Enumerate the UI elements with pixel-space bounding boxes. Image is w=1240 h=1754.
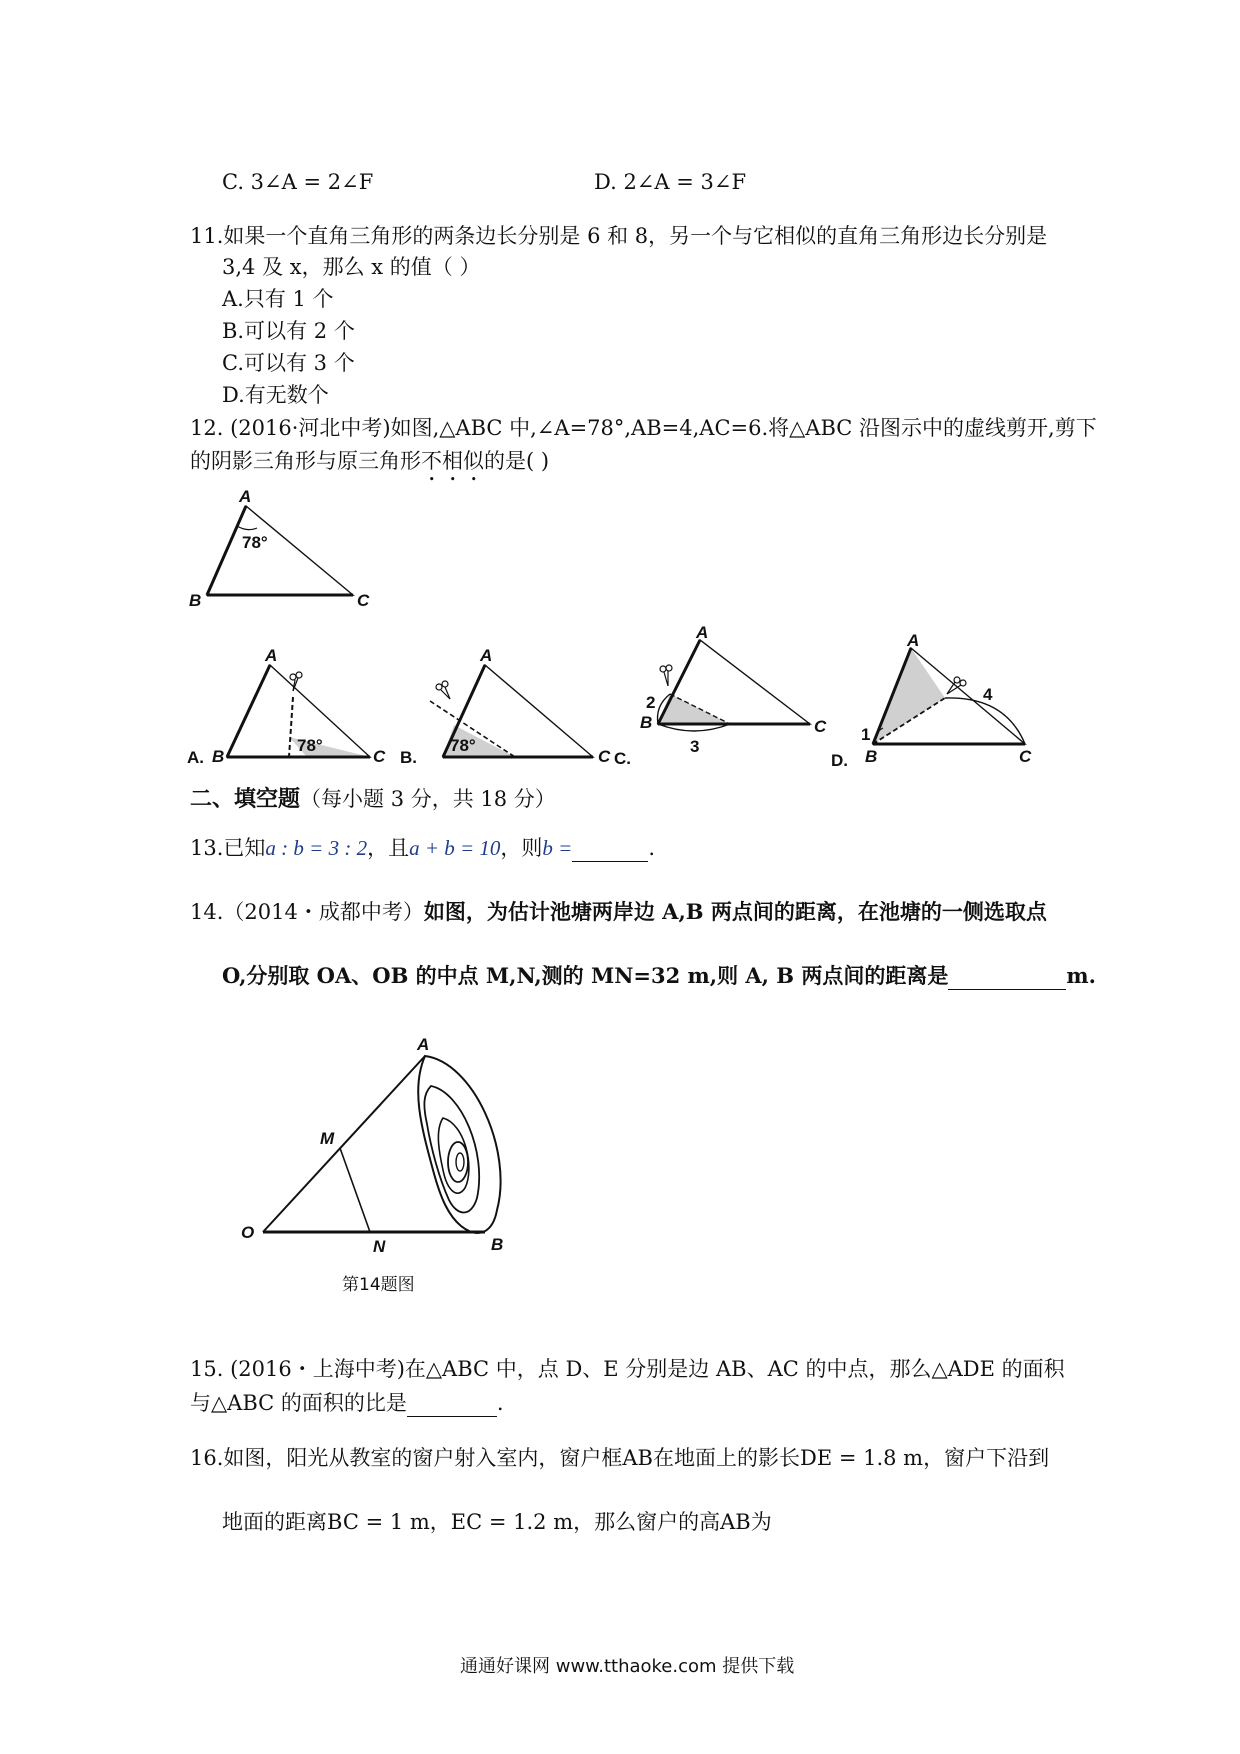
segment-label-4: 4 (983, 685, 993, 704)
scissors-icon (436, 681, 450, 699)
q13-sum: a + b = 10 (409, 836, 501, 860)
q12-emphasis: 不相似 (421, 449, 484, 473)
q11-option-b: B.可以有 2 个 (222, 319, 355, 343)
choice-b-vertex-a: A (480, 646, 493, 665)
choice-a-vertex-b: B (212, 747, 225, 766)
q12-choice-d-figure (825, 631, 1055, 775)
choice-d-vertex-a: A (907, 631, 920, 650)
question-15-line2 (190, 1389, 504, 1417)
pond-label-a: A (417, 1035, 430, 1054)
question-12-line2 (190, 447, 549, 486)
angle-78: 78° (242, 533, 268, 552)
section-2-title: 二、填空题 (190, 787, 301, 812)
page-footer: 通通好课网 www.tthaoke.com 提供下载 (460, 1656, 795, 1677)
question-13 (190, 834, 655, 862)
choice-a-vertex-a: A (265, 646, 278, 665)
question-14-line2 (222, 962, 1096, 990)
q15-post: . (496, 1391, 504, 1415)
q14-source: 14.（2014・成都中考） (190, 900, 424, 924)
q13-b: b = (542, 836, 573, 860)
q13-mid: ，且 (367, 836, 410, 860)
pond-label-b: B (491, 1235, 504, 1254)
choice-a-vertex-c: C (373, 747, 386, 766)
choice-d-label: D. (831, 751, 848, 770)
q15-blank[interactable] (407, 1394, 497, 1417)
q12-choice-b-figure (400, 645, 615, 775)
choice-c-vertex-b: B (640, 713, 653, 732)
question-16-line1: 16.如图，阳光从教室的窗户射入室内，窗户框AB在地面上的影长DE = 1.8 m，窗户下沿到 (190, 1446, 1050, 1470)
question-11-line2: 3,4 及 x，那么 x 的值（ ） (222, 255, 481, 279)
q12-main-triangle (185, 488, 385, 608)
q13-blank[interactable] (572, 839, 648, 862)
choice-b-angle: 78° (450, 736, 476, 755)
q12-line2-post: 的是( ) (484, 449, 550, 473)
q14-unit: m. (1066, 963, 1096, 988)
pond-label-o: O (241, 1223, 255, 1242)
choice-b-vertex-c: C (598, 747, 611, 766)
q14-blank[interactable] (948, 967, 1066, 990)
choice-c-vertex-a: A (696, 623, 709, 642)
q11-option-a: A.只有 1 个 (222, 287, 334, 311)
section-2-note: （每小题 3 分，共 18 分） (300, 787, 556, 811)
question-14-line1 (190, 898, 1047, 926)
q13-ratio: a : b = 3 : 2 (265, 836, 368, 860)
choice-d-vertex-c: C (1019, 747, 1032, 766)
q12-choice-c-figure (600, 623, 827, 768)
section-2-heading (190, 782, 556, 813)
q11-option-d: D.有无数个 (222, 383, 329, 407)
choice-c-label: C. (614, 749, 631, 768)
q15-line2-text: 与△ABC 的面积的比是 (190, 1391, 407, 1415)
q13-pre: 13.已知 (190, 836, 266, 860)
segment-label-2: 2 (646, 693, 656, 712)
pond-label-n: N (373, 1237, 386, 1256)
choice-a-angle: 78° (297, 736, 323, 755)
label-a: A (239, 487, 252, 506)
question-11-line1: 11.如果一个直角三角形的两条边长分别是 6 和 8，另一个与它相似的直角三角形边长分别是 (190, 224, 1048, 248)
q12-choice-a-figure (185, 645, 405, 775)
label-c: C (357, 591, 370, 610)
question-15-line1: 15. (2016・上海中考)在△ABC 中，点 D、E 分别是边 AB、AC 的中点，那么△ADE 的面积 (190, 1357, 1065, 1381)
label-b: B (189, 591, 202, 610)
choice-a-label: A. (187, 748, 204, 767)
choice-b-label: B. (400, 748, 417, 767)
q13-mid2: ，则 (500, 836, 543, 860)
q14-line2-text: O,分别取 OA、OB 的中点 M,N,测的 MN=32 m,则 A, B 两点间的距离是 (222, 963, 949, 988)
pond-label-m: M (320, 1129, 335, 1148)
scissors-icon (660, 665, 672, 686)
choice-d-vertex-b: B (865, 747, 878, 766)
segment-label-1: 1 (861, 725, 871, 744)
q12-line2-pre: 的阴影三角形与原三角形 (190, 449, 421, 473)
q14-pond-figure (235, 1020, 535, 1290)
choice-c-vertex-c: C (814, 717, 827, 736)
q11-option-c: C.可以有 3 个 (222, 351, 355, 375)
q14-text: 如图，为估计池塘两岸边 A,B 两点间的距离，在池塘的一侧选取点 (423, 899, 1047, 924)
segment-label-3: 3 (690, 737, 700, 756)
q13-post: . (648, 836, 656, 860)
option-d: D. 2∠A = 3∠F (594, 170, 747, 194)
q14-caption: 第14题图 (342, 1275, 415, 1295)
question-16-line2: 地面的距离BC = 1 m，EC = 1.2 m，那么窗户的高AB为 (222, 1510, 772, 1534)
question-12-line1: 12. (2016·河北中考)如图,△ABC 中,∠A=78°,AB=4,AC=6.将△ABC 沿图示中的虚线剪开,剪下 (190, 416, 1097, 440)
option-c: C. 3∠A = 2∠F (222, 170, 374, 194)
